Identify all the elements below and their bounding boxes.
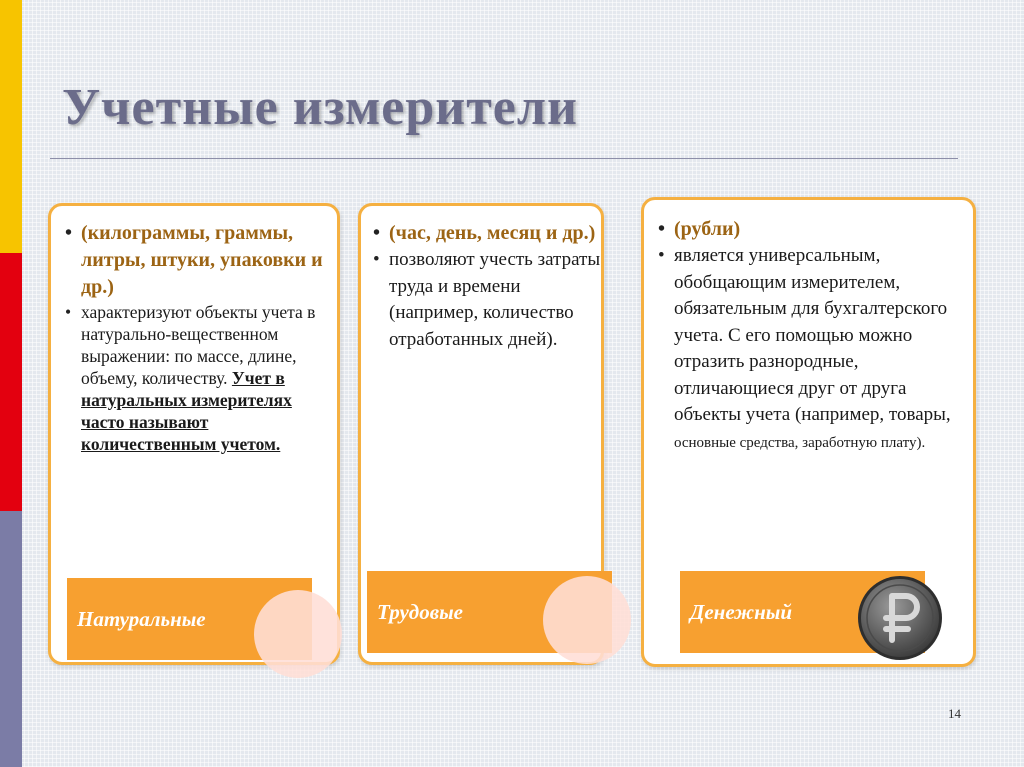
decor-bar-purple (0, 511, 22, 767)
decor-bar-red (0, 253, 22, 511)
decor-circle-labor (543, 576, 631, 664)
decor-bar-yellow (0, 0, 22, 253)
card-natural-description (61, 301, 333, 455)
label-money: Денежный (680, 571, 925, 653)
card-natural-units: • (килограммы, граммы, литры, штуки, упаковки и др.) (61, 220, 333, 301)
card-money-description (654, 243, 972, 455)
page-number: 14 (948, 706, 961, 721)
card-natural-desc-emphasis: Учет в натуральных измерителях часто называют количественным учетом. (81, 368, 292, 454)
card-natural-desc-plain: характеризуют объекты учета в натурально-вещественном выражении: по массе, длине, объему, количеству. (81, 302, 316, 388)
card-labor-units: • (час, день, месяц и др.) (369, 220, 601, 247)
decor-circle-natural (254, 590, 342, 678)
card-money-desc-small: основные средства, заработную плату). (674, 434, 926, 451)
card-money-desc-main: является универсальным, обобщающим измерителем, обязательным для бухгалтерского учета. С его помощью можно отразить разнородные, отличающиеся друг от друга объекты учета (например, товары, (674, 245, 951, 425)
title-divider (50, 158, 958, 159)
card-labor-description: • позволяют учесть затраты труда и времени (например, количество отработанных дней). (369, 247, 601, 353)
label-labor: Трудовые (367, 571, 612, 653)
ruble-coin-icon (856, 574, 944, 662)
card-labor-list (369, 220, 601, 353)
card-money-list (654, 216, 972, 455)
card-natural-list (61, 220, 333, 455)
label-natural: Натуральные (67, 578, 312, 660)
card-money-units: • (рубли) (654, 216, 972, 243)
slide-title: Учетные измерители (62, 79, 579, 136)
